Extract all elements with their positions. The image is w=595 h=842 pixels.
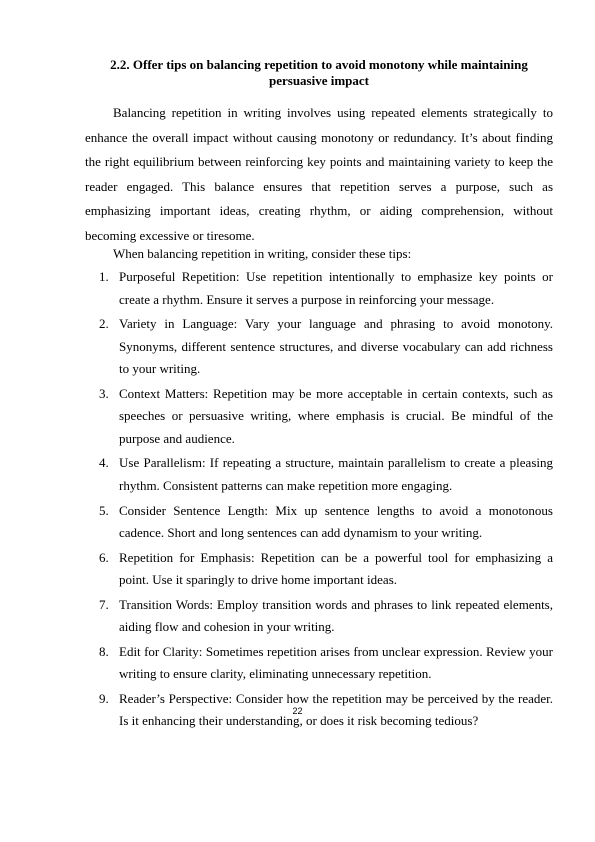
list-item-text: Variety in Language: Vary your language and phrasing to avoid monotony. Synonyms, different sentence structures, and diverse vocabulary can add richness to your writing. [119,316,553,377]
list-number: 9. [99,690,109,706]
list-number: 8. [99,643,109,659]
list-item [85,547,553,592]
list-item-text: Reader’s Perspective: Consider how the repetition may be perceived by the reader. Is it enhancing their understanding, or does it risk becoming tedious? [119,690,553,729]
page-number: 22 [292,706,303,716]
list-item-text: Use Parallelism: If repeating a structure, maintain parallelism to create a pleasing rhythm. Consistent patterns can make repetition more engaging. [119,455,553,494]
list-item-text: Transition Words: Employ transition words and phrases to link repeated elements, aiding flow and cohesion in your writing. [119,596,553,635]
list-item-text: Edit for Clarity: Sometimes repetition arises from unclear expression. Review your writing to ensure clarity, eliminating unnecessary repetition. [119,643,553,682]
list-item-text: Repetition for Emphasis: Repetition can be a powerful tool for emphasizing a point. Use it sparingly to drive home important ideas. [119,549,553,588]
list-item [85,452,553,497]
list-number: 3. [99,385,109,401]
section-heading: 2.2. Offer tips on balancing repetition to avoid monotony while maintaining persuasive impact [110,57,528,88]
list-item [85,641,553,686]
list-item-text: Purposeful Repetition: Use repetition intentionally to emphasize key points or create a rhythm. Ensure it serves a purpose in reinforcing your message. [119,269,553,307]
list-number: 4. [99,455,109,471]
tips-list [85,266,553,735]
list-number: 1. [99,269,109,284]
tips-intro: When balancing repetition in writing, consider these tips: [113,246,412,261]
list-number: 7. [99,596,109,612]
body-paragraph: Balancing repetition in writing involves using repeated elements strategically to enhance the overall impact without causing monotony or redundancy. It’s about finding the right equilibrium between reinforcing key points and maintaining variety to keep the reader engaged. This balance ensures that repetition serves a purpose, such as emphasizing important ideas, creating rhythm, or aiding comprehension, without becoming excessive or tiresome. [85,105,553,243]
list-item [85,266,553,311]
list-number: 2. [99,316,109,332]
list-number: 5. [99,502,109,518]
list-item [85,383,553,451]
list-item-text: Context Matters: Repetition may be more acceptable in certain contexts, such as speeches or persuasive writing, where emphasis is crucial. Be mindful of the purpose and audience. [119,385,553,446]
list-item [85,500,553,545]
list-number: 6. [99,549,109,565]
list-item [85,313,553,381]
list-item [85,594,553,639]
list-item-text: Consider Sentence Length: Mix up sentence lengths to avoid a monotonous cadence. Short and long sentences can add dynamism to your writing. [119,502,553,541]
